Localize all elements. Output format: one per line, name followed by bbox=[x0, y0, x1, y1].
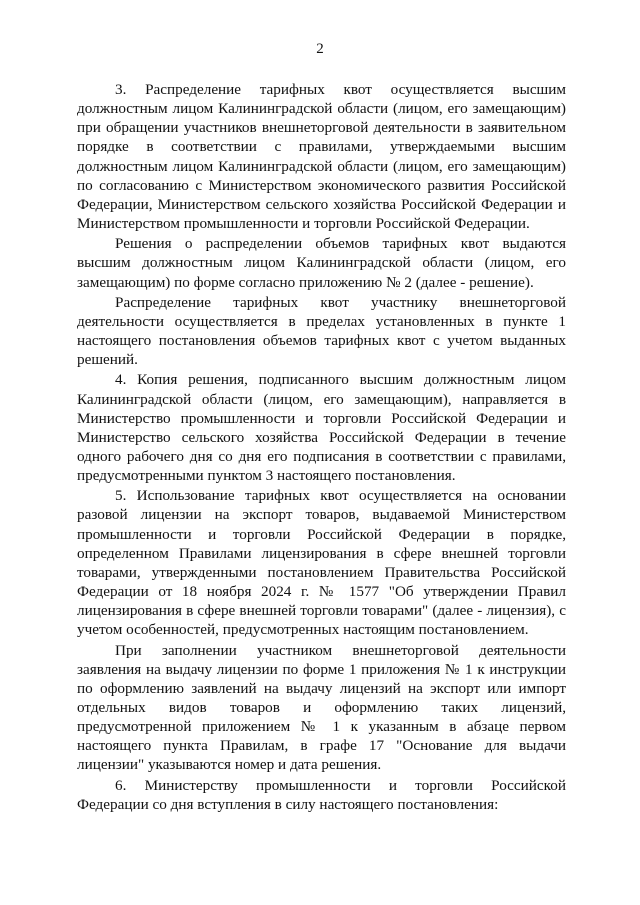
paragraph-application: При заполнении участником внешнеторговой деятельности заявления на выдачу лицензии по форме 1 приложения № 1 к инструкции по оформлению заявлений на выдачу лицензий на экспорт или импорт отдельных видов товаров и оформлению таких лицензий, предусмотренной приложением № 1 к указанным в абзаце первом настоящего пункта Правилам, в графе 17 "Основание для выдачи лицензии" указываются номер и дата решения. bbox=[77, 641, 566, 774]
paragraph-distribution: Распределение тарифных квот участнику внешнеторговой деятельности осуществляется в пределах установленных в пункте 1 настоящего постановления объемов тарифных квот с учетом выданных решений. bbox=[77, 293, 566, 369]
paragraph-5: 5. Использование тарифных квот осуществляется на основании разовой лицензии на экспорт товаров, выдаваемой Министерством промышленности и торговли Российской Федерации в порядке, определенном Правилами лицензирования в сфере внешней торговли товарами, утвержденными постановлением Правительства Российской Федерации от 18 ноября 2024 г. № 1577 "Об утверждении Правил лицензирования в сфере внешней торговли товарами" (далее - лицензия), с учетом особенностей, предусмотренных настоящим постановлением. bbox=[77, 487, 566, 639]
paragraph-4: 4. Копия решения, подписанного высшим должностным лицом Калининградской области (лицом, его замещающим), направляется в Министерство промышленности и торговли Российской Федерации и Министерство сельского хозяйства Российской Федерации в течение одного рабочего дня со дня его подписания в соответствии с правилами, предусмотренными пунктом 3 настоящего постановления. bbox=[77, 371, 566, 485]
paragraph-6: 6. Министерству промышленности и торговли Российской Федерации со дня вступления в силу настоящего постановления: bbox=[77, 776, 566, 813]
page-number: 2 bbox=[316, 41, 324, 57]
document-body bbox=[77, 80, 566, 815]
paragraph-3: 3. Распределение тарифных квот осуществляется высшим должностным лицом Калининградской области (лицом, его замещающим) при обращении участников внешнеторговой деятельности в заявительном порядке в соответствии с правилами, утверждаемыми высшим должностным лицом Калининградской области (лицом, его замещающим) по согласованию с Министерством экономического развития Российской Федерации, Министерством сельского хозяйства Российской Федерации и Министерством промышленности и торговли Российской Федерации. bbox=[77, 81, 566, 233]
paragraph-decisions: Решения о распределении объемов тарифных квот выдаются высшим должностным лицом Калининградской области (лицом, его замещающим) по форме согласно приложению № 2 (далее - решение). bbox=[77, 235, 566, 291]
